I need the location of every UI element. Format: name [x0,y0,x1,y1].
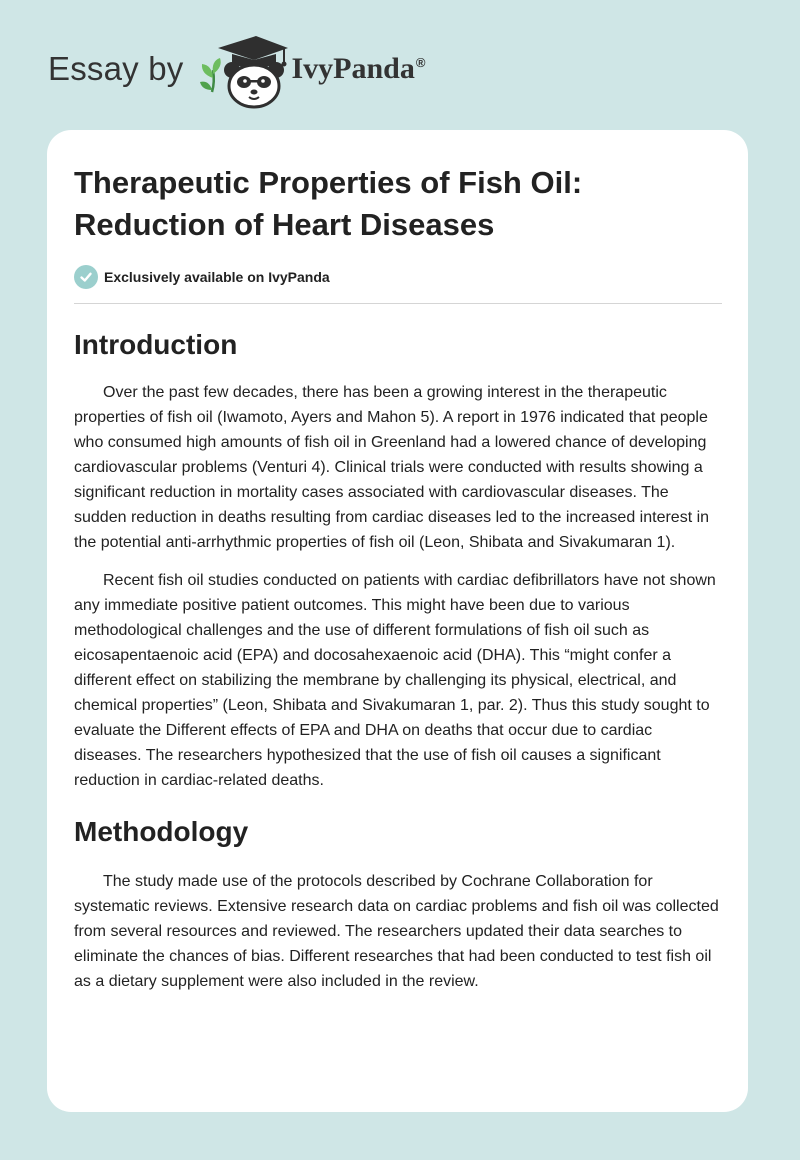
paragraph: The study made use of the protocols described by Cochrane Collaboration for systematic reviews. Extensive research data on cardiac problems and fish oil was collected from several resources and reviewed. The researchers updated their data searches to eliminate the chances of bias. Different researches that had been conducted to test fish oil as a dietary supplement were also included in the review. [74,873,719,990]
paragraph: Recent fish oil studies conducted on patients with cardiac defibrillators have not shown any immediate positive patient outcomes. This might have been due to various methodological challenges and the use of different formulations of fish oil such as eicosapentaenoic acid (EPA) and docosahexaenoic acid (DHA). This “might confer a different effect on stabilizing the membrane by challenging its physical, electrical, and chemical properties” (Leon, Shibata and Sivakumaran 1, par. 2). Thus this study sought to evaluate the Different effects of EPA and DHA on deaths that occur due to cardiac diseases. The researchers hypothesized that the use of fish oil causes a significant reduction in cardiac-related deaths. [74,572,716,789]
check-circle-icon [74,265,98,289]
registered-mark: ® [415,55,426,70]
essay-title: Therapeutic Properties of Fish Oil: Reduction of Heart Diseases [74,165,583,242]
brand-header[interactable] [48,34,425,110]
essay-card [47,130,748,1112]
section-heading-introduction: Introduction [74,329,238,360]
section-heading-methodology: Methodology [74,816,249,847]
exclusive-badge [74,265,722,289]
panda-logo-icon [198,34,290,110]
paragraph: Over the past few decades, there has been a growing interest in the therapeutic properties of fish oil (Iwamoto, Ayers and Mahon 5). A report in 1976 indicated that people who consumed high amounts of fish oil in Greenland had a lowered chance of developing cardiovascular problems (Venturi 4). Clinical trials were conducted with results showing a significant reduction in mortality cases associated with cardiovascular diseases. The sudden reduction in deaths resulting from cardiac diseases led to the increased interest in the potential anti-arrhythmic properties of fish oil (Leon, Shibata and Sivakumaran 1). [74,384,710,551]
divider [74,303,722,304]
brand-prefix: Essay by [48,50,184,87]
brand-name: IvyPanda® [291,52,426,85]
exclusive-label: Exclusively available on IvyPanda [104,269,330,285]
